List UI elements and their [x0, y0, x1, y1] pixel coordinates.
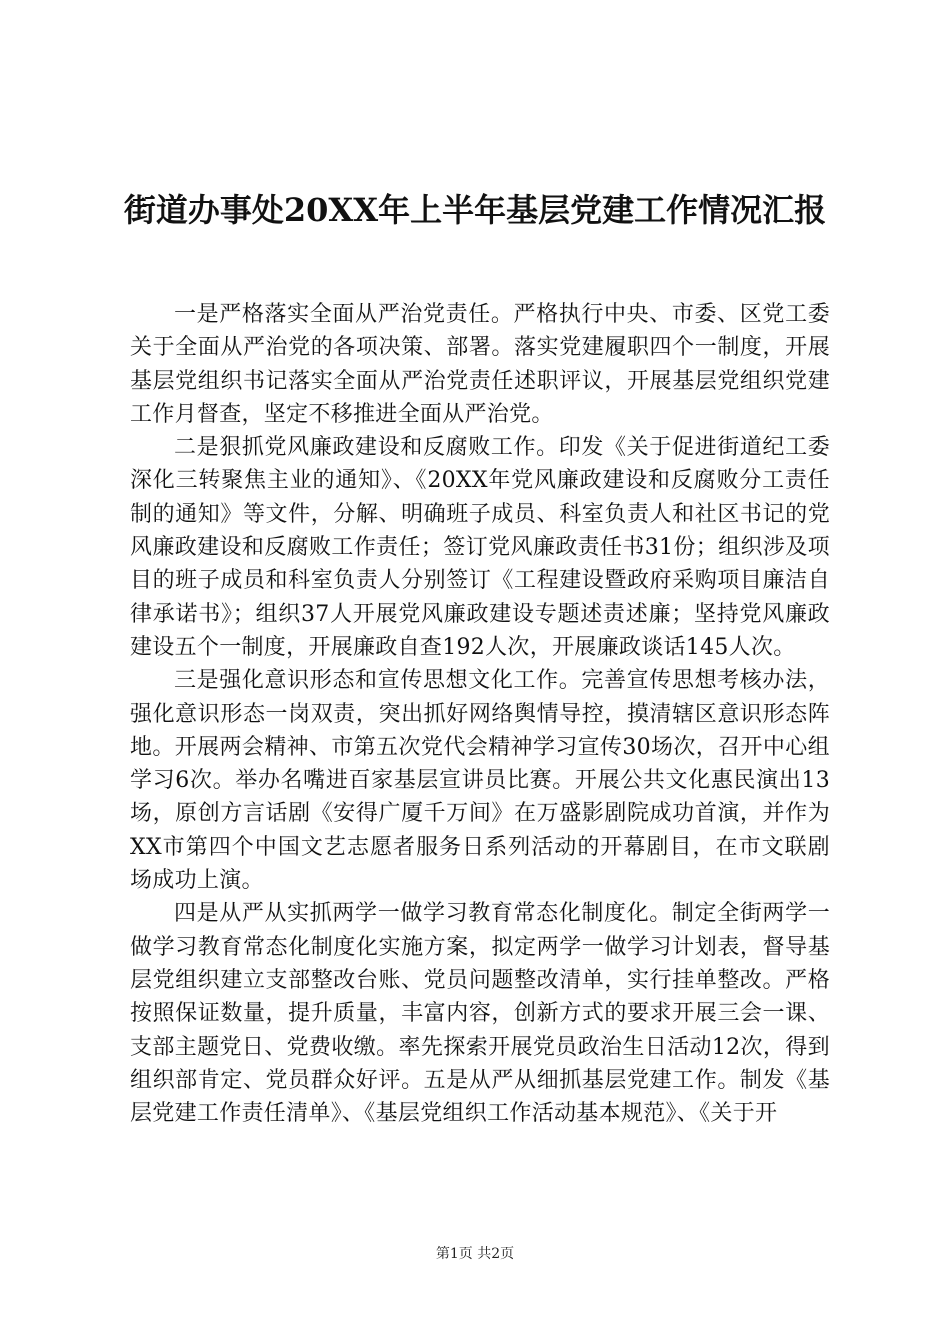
paragraph-1: 一是严格落实全面从严治党责任。严格执行中央、市委、区党工委关于全面从严治党的各项决策、部署。落实党建履职四个一制度，开展基层党组织书记落实全面从严治党责任述职评议，开展基层党组织党建工作月督查，坚定不移推进全面从严治党。 — [130, 302, 830, 427]
paragraph-4: 四是从严从实抓两学一做学习教育常态化制度化。制定全街两学一做学习教育常态化制度化实施方案，拟定两学一做学习计划表，督导基层党组织建立支部整改台账、党员问题整改清单，实行挂单整改。严格按照保证数量，提升质量，丰富内容，创新方式的要求开展三会一课、支部主题党日、党费收缴。率先探索开展党员政治生日活动12次，得到组织部肯定、党员群众好评。五是从严从细抓基层党建工作。制发《基层党建工作责任清单》、《基层党组织工作活动基本规范》、《关于开 — [130, 901, 830, 1127]
document-title: 街道办事处20XX年上半年基层党建工作情况汇报 — [123, 191, 827, 229]
paragraph-3: 三是强化意识形态和宣传思想文化工作。完善宣传思想考核办法，强化意识形态一岗双责，突出抓好网络舆情导控，摸清辖区意识形态阵地。开展两会精神、市第五次党代会精神学习宣传30场次，召开中心组学习6次。举办名嘴进百家基层宣讲员比赛。开展公共文化惠民演出13场，原创方言话剧《安得广厦千万间》在万盛影剧院成功首演，并作为XX市第四个中国文艺志愿者服务日系列活动的开幕剧目，在市文联剧场成功上演。 — [130, 668, 830, 894]
paragraph-2: 二是狠抓党风廉政建设和反腐败工作。印发《关于促进街道纪工委深化三转聚焦主业的通知》、《20XX年党风廉政建设和反腐败分工责任制的通知》等文件，分解、明确班子成员、科室负责人和社区书记的党风廉政建设和反腐败工作责任；签订党风廉政责任书31份；组织涉及项目的班子成员和科室负责人分别签订《工程建设暨政府采购项目廉洁自律承诺书》；组织37人开展党风廉政建设专题述责述廉；坚持党风廉政建设五个一制度，开展廉政自查192人次，开展廉政谈话145人次。 — [130, 435, 830, 660]
page-footer: 第1页 共2页 — [435, 1246, 515, 1262]
document-body — [130, 298, 830, 1130]
